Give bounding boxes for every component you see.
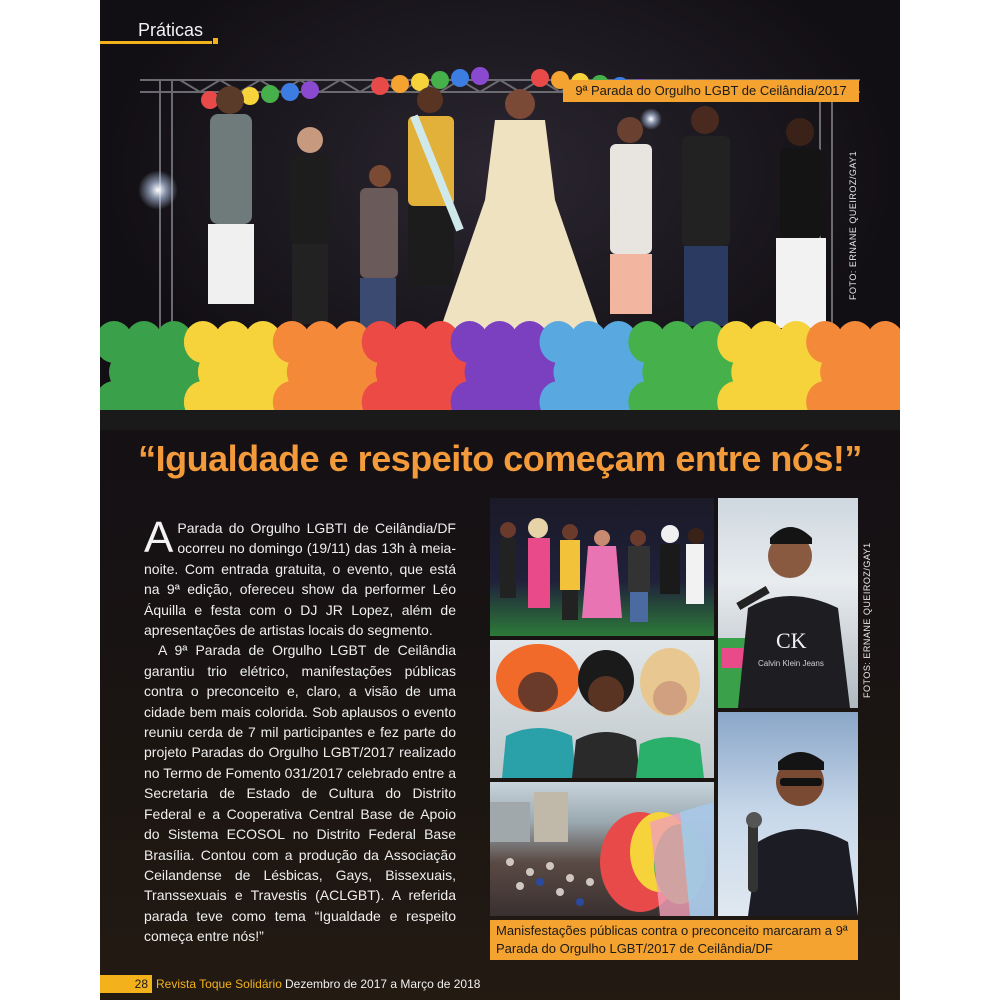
collage-photo-street-crowd (490, 782, 714, 916)
collage-photo-speaker (718, 498, 858, 708)
shirt-logo: CK (776, 628, 807, 653)
magazine-page (100, 0, 900, 1000)
issue-date: Dezembro de 2017 a Março de 2018 (285, 977, 481, 991)
article-body (144, 513, 456, 947)
street-crowd-illustration (490, 782, 714, 916)
drag-queens-illustration (490, 640, 714, 778)
crowd-on-stage (160, 80, 860, 340)
paragraph-text: Parada do Orgulho LGBTI de Ceilândia/DF ocorreu no domingo (19/11) das 13h à meia-noite. Com entrada gratuita, o evento, que está na 9ª edição, ofereceu show da performer Léo Áquilla e festa com o DJ JR Lopez, além de apresentações de artistas locais do segmento. (144, 520, 456, 639)
collage-caption: Manisfestações públicas contra o preconceito marcaram a 9ª Parada do Orgulho LGBT/2017 de Ceilândia/DF (490, 920, 858, 960)
photo-collage (490, 498, 872, 918)
brand-word-2: Toque Solidário (199, 977, 282, 991)
section-header (100, 18, 218, 44)
hero-photo (100, 0, 900, 430)
section-marker (213, 38, 218, 44)
hero-photo-credit: FOTO: ERNANE QUEIROZ/GAY1 (848, 150, 858, 300)
page-number: 28 (100, 975, 152, 993)
stage-base (100, 410, 900, 430)
shirt-text: Calvin Klein Jeans (758, 659, 824, 668)
collage-photo-performers (490, 498, 714, 636)
collage-photo-credit: FOTOS: ERNANE QUEIROZ/GAY1 (862, 542, 872, 698)
collage-photo-speaker-sunglasses (718, 712, 858, 916)
speaker-illustration (718, 498, 858, 708)
drop-cap: A (144, 513, 174, 562)
performers-illustration (490, 498, 714, 636)
magazine-brand (156, 975, 282, 993)
hero-caption: 9ª Parada do Orgulho LGBT de Ceilândia/2017 (563, 80, 859, 102)
brand-word-1: Revista (156, 977, 197, 991)
article-paragraph (144, 513, 456, 640)
article-paragraph: A 9ª Parada de Orgulho LGBT de Ceilândia garantiu trio elétrico, manifestações públicas contra o preconceito e, claro, a visão de uma cidade bem mais colorida. Sob aplausos o evento reuniu cerda de 7 mil participantes e fez parte do projeto Paradas do Orgulho LGBT/2017 realizado no Termo de Fomento 031/2017 celebrado entre a Secretaria de Estado de Cultura do Distrito Federal e a Cooperativa Central Base de Apoio do Sistema ECOSOL no Distrito Federal Base Brasília. Contou com a produção da Associação Ceilandense de Lésbicas, Gays, Bissexuais, Transsexuais e Travestis (ACLGBT). A referida parada teve como tema “Igualdade e respeito começa entre nós!” (144, 642, 456, 945)
article-headline: “Igualdade e respeito começam entre nós!” (138, 438, 862, 479)
collage-photo-drag-queens (490, 640, 714, 778)
section-underline (100, 41, 212, 44)
page-footer (100, 975, 900, 995)
speaker-sunglasses-illustration (718, 712, 858, 916)
section-label: Práticas (138, 20, 204, 40)
